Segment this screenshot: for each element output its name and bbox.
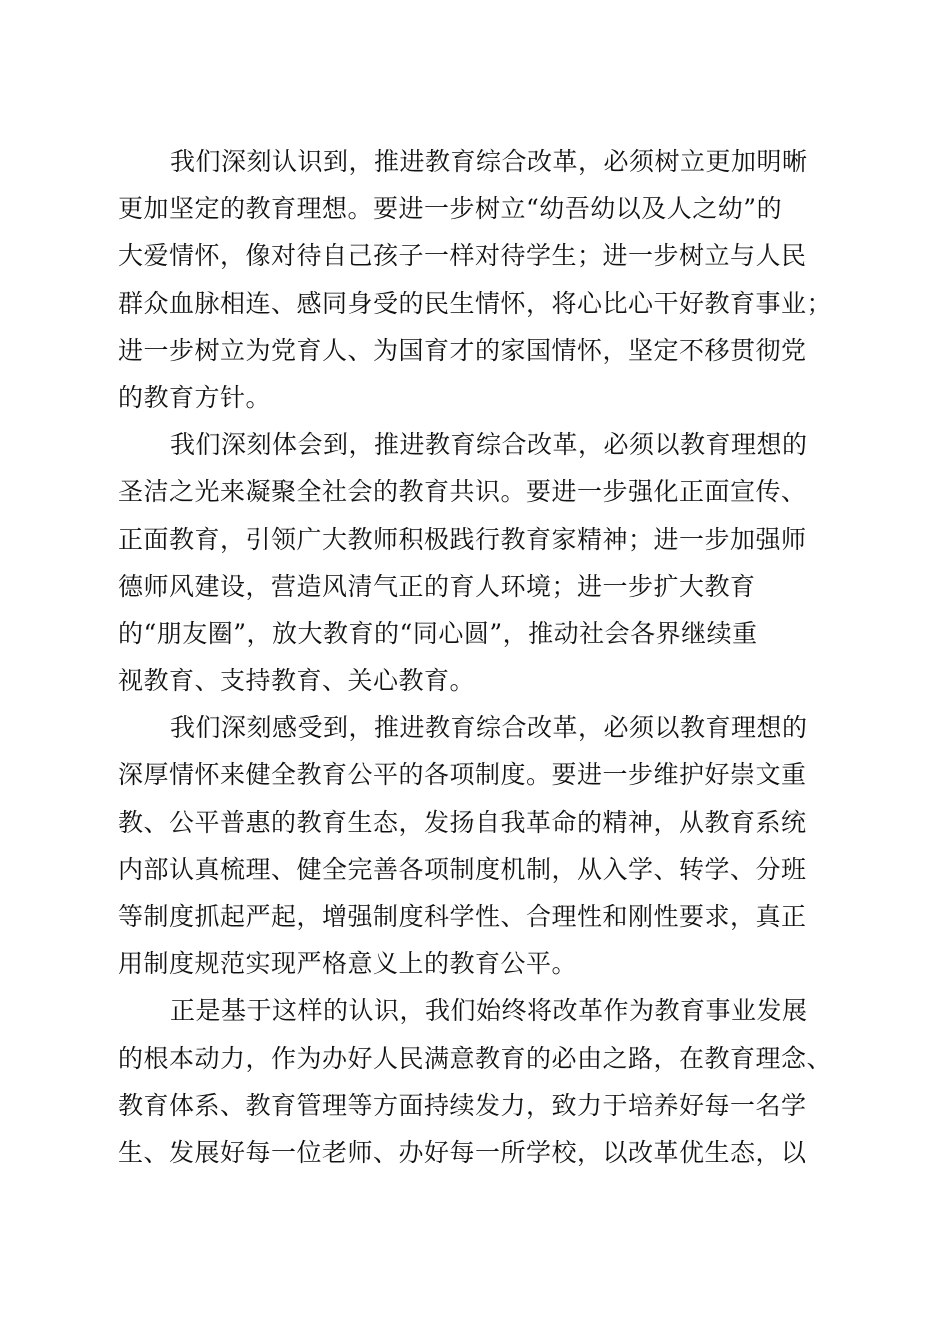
- text-line: 用制度规范实现严格意义上的教育公平。: [118, 949, 578, 979]
- paragraph: [118, 138, 838, 421]
- text-line: 我们深刻感受到，推进教育综合改革，必须以教育理想的: [170, 713, 808, 743]
- text-line: 德师风建设，营造风清气正的育人环境；进一步扩大教育: [118, 571, 756, 601]
- text-line: 更加坚定的教育理想。要进一步树立“幼吾幼以及人之幼”的: [118, 194, 783, 224]
- text-line: 正是基于这样的认识，我们始终将改革作为教育事业发展: [170, 996, 808, 1026]
- text-line: 正面教育，引领广大教师积极践行教育家精神；进一步加强师: [118, 524, 807, 554]
- text-line: 教育体系、教育管理等方面持续发力，致力于培养好每一名学: [118, 1090, 807, 1120]
- text-line: 的教育方针。: [118, 382, 272, 412]
- text-line: 进一步树立为党育人、为国育才的家国情怀，坚定不移贯彻党: [118, 335, 807, 365]
- paragraph: [118, 987, 838, 1176]
- paragraph: [118, 421, 838, 704]
- text-line: 的根本动力，作为办好人民满意教育的必由之路，在教育理念、: [118, 1043, 833, 1073]
- text-line: 的“朋友圈”，放大教育的“同心圆”，推动社会各界继续重: [118, 618, 758, 648]
- text-line: 群众血脉相连、感同身受的民生情怀，将心比心干好教育事业；: [118, 288, 833, 318]
- paragraph: [118, 704, 838, 987]
- document-body: [118, 138, 838, 1176]
- text-line: 内部认真梳理、健全完善各项制度机制，从入学、转学、分班: [118, 854, 807, 884]
- text-line: 我们深刻体会到，推进教育综合改革，必须以教育理想的: [170, 430, 808, 460]
- text-line: 大爱情怀，像对待自己孩子一样对待学生；进一步树立与人民: [118, 241, 807, 271]
- text-line: 等制度抓起严起，增强制度科学性、合理性和刚性要求，真正: [118, 902, 807, 931]
- text-line: 圣洁之光来凝聚全社会的教育共识。要进一步强化正面宣传、: [118, 477, 807, 507]
- text-line: 教、公平普惠的教育生态，发扬自我革命的精神，从教育系统: [118, 807, 807, 837]
- text-line: 生、发展好每一位老师、办好每一所学校，以改革优生态，以: [118, 1137, 807, 1167]
- text-line: 深厚情怀来健全教育公平的各项制度。要进一步维护好崇文重: [118, 760, 807, 790]
- text-line: 视教育、支持教育、关心教育。: [118, 666, 476, 696]
- text-line: 我们深刻认识到，推进教育综合改革，必须树立更加明晰: [170, 147, 808, 176]
